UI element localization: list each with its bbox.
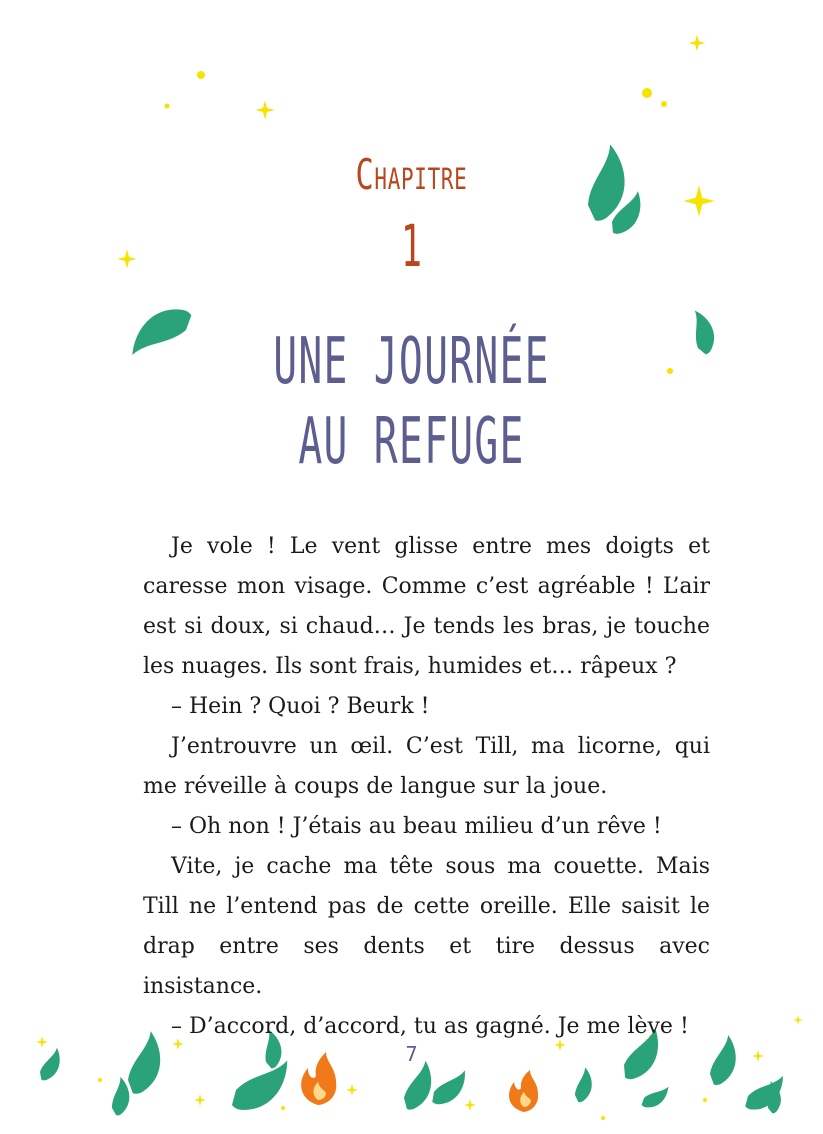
sparkle-icon <box>197 71 205 79</box>
sparkle-icon <box>601 1116 605 1120</box>
leaf-icon <box>566 1067 599 1103</box>
sparkle-icon <box>194 1094 206 1106</box>
sparkle-icon <box>667 368 673 374</box>
sparkle-icon <box>117 249 136 268</box>
sparkle-icon <box>793 1015 803 1025</box>
leaf-icon <box>396 1060 438 1110</box>
leaf-icon <box>432 1066 466 1108</box>
chapter-number: 1 <box>401 212 422 280</box>
sparkle-icon <box>281 1106 285 1110</box>
page-number: 7 <box>405 1042 418 1066</box>
leaf-icon <box>678 310 725 356</box>
paragraph: Je vole ! Le vent glisse entre mes doigts et caresse mon visage. Comme c’est agréable ! L’air est si doux, si chaud… Je tends les bras, je touche les nuages. Ils sont frais, humides et… râpeux ? <box>143 534 710 679</box>
dialogue-line: – Oh non ! J’étais au beau milieu d’un rêve ! <box>171 814 662 839</box>
dialogue-line: – D’accord, d’accord, tu as gagné. Je me lève ! <box>171 1014 689 1039</box>
paragraph: J’entrouvre un œil. C’est Till, ma licorne, qui me réveille à coups de langue sur la joue. <box>143 734 710 799</box>
sparkle-icon <box>642 88 652 98</box>
sparkle-icon <box>661 101 667 107</box>
dialogue-line: – Hein ? Quoi ? Beurk ! <box>171 694 430 719</box>
body-text <box>143 527 710 1047</box>
chapter-title-line-2: AU REFUGE <box>298 405 525 479</box>
sparkle-icon <box>464 1099 476 1111</box>
sparkle-icon <box>703 1098 707 1102</box>
paragraph: Vite, je cache ma tête sous ma couette. Mais Till ne l’entend pas de cette oreille. Elle saisit le drap entre ses dents et tire dessus avec insistance. <box>143 854 710 999</box>
chapter-label: Chapitre <box>355 150 468 199</box>
sparkle-icon <box>165 104 170 109</box>
sparkle-icon <box>255 100 274 119</box>
leaf-icon <box>641 1080 669 1112</box>
sparkle-icon <box>689 35 706 52</box>
sparkle-icon <box>98 1078 102 1082</box>
chapter-title-line-1: UNE JOURNÉE <box>273 325 550 399</box>
sparkle-icon <box>346 1084 358 1096</box>
